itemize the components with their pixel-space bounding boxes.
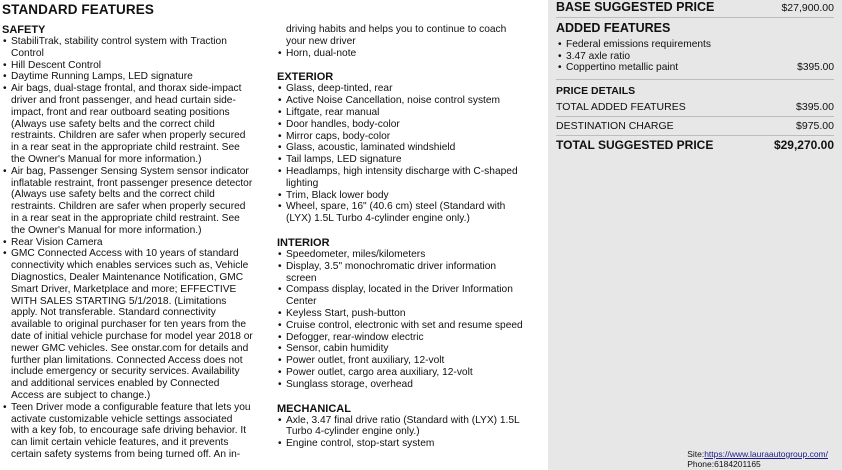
continuation-line: driving habits and helps you to continue to coach xyxy=(286,24,507,35)
features-column-2 xyxy=(277,24,545,450)
feature-item-continuation: newer GMC vehicles. See onstar.com for details and xyxy=(11,342,249,354)
phone-line xyxy=(687,459,828,469)
feature-item-continuation: in a rear seat in the appropriate child restraint. See xyxy=(11,142,240,154)
feature-item: • Active Noise Cancellation, noise control system xyxy=(277,95,545,107)
feature-item-continuation: Access are subject to change.) xyxy=(11,389,151,401)
feature-item: • Engine control, stop-start system xyxy=(277,438,545,450)
destination-row xyxy=(556,120,834,132)
feature-item-continuation: with a key fob, to encourage safe driving behavior. It xyxy=(11,425,247,437)
added-feature-item xyxy=(556,51,834,63)
safety-extra-list xyxy=(277,48,545,60)
feature-item-continuation: driver and front passenger, and head curtain side- xyxy=(11,94,236,106)
feature-item-continuation: certain safety systems from being turned off. An in- xyxy=(11,448,241,460)
total-added-label: TOTAL ADDED FEATURES xyxy=(556,101,686,113)
base-price-label: BASE SUGGESTED PRICE xyxy=(556,0,715,14)
total-added-row xyxy=(556,101,834,113)
feature-item: • Daytime Running Lamps, LED signature xyxy=(2,71,272,83)
feature-item-continuation: the Owner's Manual for more information.) xyxy=(11,224,202,236)
total-price-row xyxy=(556,138,834,152)
site-line xyxy=(687,449,828,459)
feature-item: • GMC Connected Access with 10 years of standard xyxy=(2,248,272,260)
added-feature-item xyxy=(556,39,834,51)
feature-item: • Sunglass storage, overhead xyxy=(277,379,545,391)
total-added-value: $395.00 xyxy=(796,101,834,113)
divider xyxy=(556,135,834,136)
feature-item: • Hill Descent Control xyxy=(2,60,272,72)
added-feature-item xyxy=(556,62,834,74)
feature-item-continuation: (Always use safety belts and the correct child xyxy=(11,118,215,130)
feature-item: • Display, 3.5" monochromatic driver information xyxy=(277,261,545,273)
added-feature-label: • 3.47 axle ratio xyxy=(566,50,630,62)
feature-item-continuation: inflatable restraint, front passenger presence detector xyxy=(11,177,253,189)
feature-item-continuation: further plan limitations. Connected Access does not xyxy=(11,354,243,366)
feature-item: • Compass display, located in the Driver Information xyxy=(277,284,545,296)
destination-value: $975.00 xyxy=(796,120,834,132)
feature-item: • Horn, dual-note xyxy=(277,48,545,60)
feature-item: • Headlamps, high intensity discharge with C-shaped xyxy=(277,166,545,178)
feature-item-continuation: (Always use safety belts and the correct child xyxy=(11,189,215,201)
base-price-value: $27,900.00 xyxy=(781,2,834,14)
interior-heading: INTERIOR xyxy=(277,236,330,249)
feature-item-continuation: Turbo 4-cylinder engine only.) xyxy=(286,426,420,438)
destination-label: DESTINATION CHARGE xyxy=(556,120,674,132)
feature-item: • Glass, acoustic, laminated windshield xyxy=(277,142,545,154)
feature-item-continuation: date of initial vehicle purchase for model year 2018 or xyxy=(11,330,253,342)
site-link[interactable]: https://www.lauraautogroup.com/ xyxy=(704,449,828,459)
feature-item-continuation: the Owner's Manual for more information.) xyxy=(11,153,202,165)
feature-item-continuation: Diagnostics, Dealer Maintenance Notification, GMC xyxy=(11,271,244,283)
feature-item: • Axle, 3.47 final drive ratio (Standard with (LYX) 1.5L xyxy=(277,415,545,427)
feature-item: • Air bags, dual-stage frontal, and thorax side-impact xyxy=(2,83,272,95)
feature-item-continuation: Control xyxy=(11,47,44,59)
pricing-panel xyxy=(548,0,842,470)
mechanical-heading: MECHANICAL xyxy=(277,402,351,415)
divider xyxy=(556,116,834,117)
phone-label: Phone: xyxy=(687,459,715,469)
feature-item: • Glass, deep-tinted, rear xyxy=(277,83,545,95)
safety-heading: SAFETY xyxy=(2,24,46,36)
features-column-1 xyxy=(2,24,272,461)
feature-item-continuation: WITH SALES STARTING 5/1/2018. (Limitations xyxy=(11,295,227,307)
feature-item: • Rear Vision Camera xyxy=(2,237,272,249)
feature-item-continuation: and additional services enabled by Connected xyxy=(11,378,220,390)
added-features-list xyxy=(556,39,834,74)
safety-continuation-list xyxy=(277,24,545,48)
feature-item-continuation: restraints. Children are safer when properly secured xyxy=(11,130,246,142)
exterior-list xyxy=(277,83,545,225)
feature-item: • Speedometer, miles/kilometers xyxy=(277,249,545,261)
feature-item-continuation: available to original purchaser for ten years from the xyxy=(11,319,246,331)
added-feature-label: • Federal emissions requirements xyxy=(566,39,711,50)
base-price-row xyxy=(556,0,834,14)
feature-item-continuation: apply. Not transferable. Standard connectivity xyxy=(11,307,216,319)
feature-item: • Defogger, rear-window electric xyxy=(277,332,545,344)
feature-item-continuation: activate customizable vehicle settings associated xyxy=(11,413,233,425)
feature-item-continuation: can limit certain vehicle features, and it prevents xyxy=(11,437,229,449)
exterior-heading: EXTERIOR xyxy=(277,71,334,84)
mechanical-list xyxy=(277,415,545,450)
feature-item-continuation: restraints. Children are safer when properly secured xyxy=(11,201,246,213)
feature-item: • Power outlet, cargo area auxiliary, 12-volt xyxy=(277,367,545,379)
feature-item: • Keyless Start, push-button xyxy=(277,308,545,320)
feature-item: • Teen Driver mode a configurable feature that lets you xyxy=(2,402,272,414)
site-label: Site: xyxy=(687,449,705,459)
added-feature-price: $395.00 xyxy=(797,62,834,73)
feature-item: • Liftgate, rear manual xyxy=(277,107,545,119)
divider xyxy=(556,79,834,80)
feature-item: • Sensor, cabin humidity xyxy=(277,343,545,355)
feature-item: • Mirror caps, body-color xyxy=(277,131,545,143)
added-features-heading: ADDED FEATURES xyxy=(556,21,671,35)
phone-number: 6184201165 xyxy=(714,459,761,469)
divider xyxy=(556,17,834,18)
feature-item: • Air bag, Passenger Sensing System sensor indicator xyxy=(2,166,272,178)
feature-item: • Tail lamps, LED signature xyxy=(277,154,545,166)
safety-list xyxy=(2,36,272,461)
feature-item: • StabiliTrak, stability control system with Traction xyxy=(2,36,272,48)
total-price-label: TOTAL SUGGESTED PRICE xyxy=(556,138,714,152)
feature-item: • Door handles, body-color xyxy=(277,119,545,131)
page-title: STANDARD FEATURES xyxy=(2,2,154,17)
feature-item: • Trim, Black lower body xyxy=(277,190,545,202)
dealer-contact xyxy=(687,449,828,469)
price-details-heading: PRICE DETAILS xyxy=(556,85,636,97)
feature-item-continuation: Center xyxy=(286,296,317,308)
feature-item-continuation: lighting xyxy=(286,177,319,189)
total-price-value: $29,270.00 xyxy=(773,138,834,152)
feature-item-continuation: Smart Driver, Marketplace and more; EFFECTIVE xyxy=(11,283,237,295)
feature-item-continuation: include emergency or security services. Availability xyxy=(11,366,240,378)
feature-item-continuation: connectivity which enables services such as, Vehicle xyxy=(11,260,249,272)
feature-item: • Wheel, spare, 16" (40.6 cm) steel (Standard with xyxy=(277,201,545,213)
feature-item-continuation: impact, front and rear outboard seating positions xyxy=(11,106,230,118)
added-feature-label: • Coppertino metallic paint xyxy=(566,62,679,73)
interior-list xyxy=(277,249,545,391)
feature-item-continuation: (LYX) 1.5L Turbo 4-cylinder engine only.) xyxy=(286,213,470,225)
continuation-line: your new driver xyxy=(286,35,356,47)
feature-item: • Power outlet, front auxiliary, 12-volt xyxy=(277,355,545,367)
feature-item: • Cruise control, electronic with set and resume speed xyxy=(277,320,545,332)
feature-item-continuation: screen xyxy=(286,272,317,284)
feature-item-continuation: in a rear seat in the appropriate child restraint. See xyxy=(11,212,240,224)
